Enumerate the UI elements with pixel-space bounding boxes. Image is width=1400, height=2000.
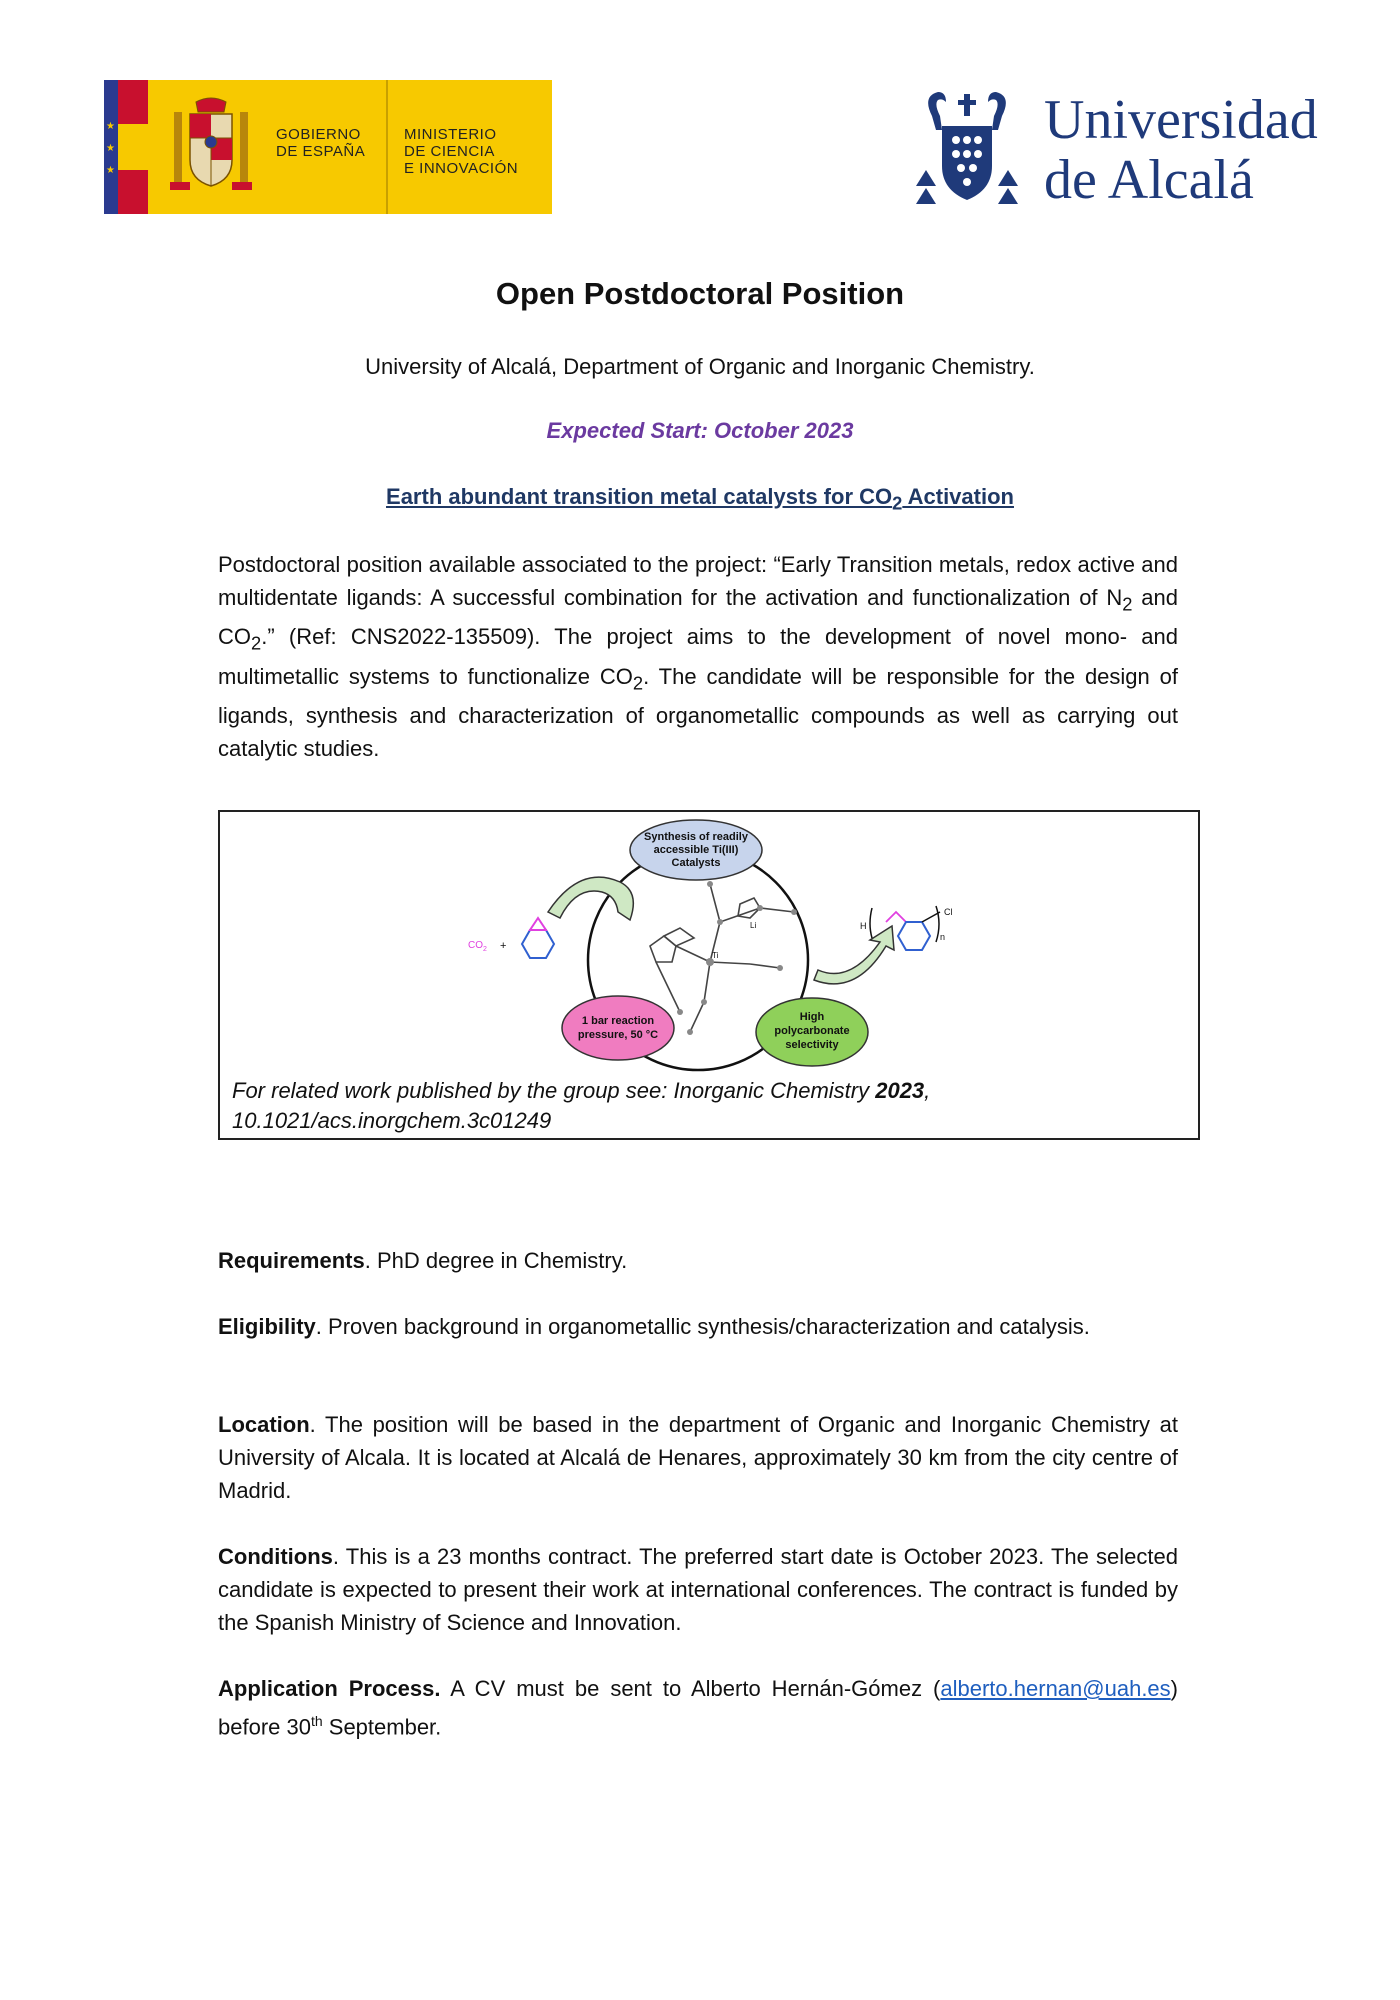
project-title: Earth abundant transition metal catalysts for $CO_2$ Activation: [386, 484, 1014, 514]
gobierno-text: GOBIERNO DE ESPAÑA: [276, 126, 366, 160]
location-paragraph: Location. The position will be based in the department of Organic and Inorganic Chemistry at University of Alcala. It is located at Alcalá de Henares, approximately 30 km from the city centre of Madrid.: [218, 1412, 1178, 1503]
uah-emblem-icon: [912, 86, 1022, 210]
uah-wordmark: Universidad de Alcalá: [1044, 89, 1318, 211]
figure-box: [218, 810, 1200, 1140]
epoxide-ring: [530, 918, 546, 930]
arrow-out-icon: [814, 926, 894, 984]
coat-of-arms-icon: [166, 94, 256, 200]
page-title: Open Postdoctoral Position: [495, 276, 905, 311]
svg-text:selectivity: selectivity: [785, 1039, 839, 1051]
reaction-scheme: [220, 812, 1198, 1082]
application-paragraph: Application Process. A CV must be sent to Alberto Hernán-Gómez (alberto.hernan@uah.es) before 30th September.: [218, 1676, 1178, 1740]
conditions-paragraph: Conditions. This is a 23 months contract. The preferred start date is October 2023. The selected candidate is expected to present their work at international conferences. The contract is funded by the Spanish Ministry of Science and Innovation.: [218, 1544, 1178, 1635]
product-cl-label: Cl: [944, 907, 953, 917]
department-line: University of Alcalá, Department of Organic and Inorganic Chemistry.: [365, 354, 1035, 379]
svg-text:pressure, 50 °C: pressure, 50 °C: [577, 1029, 659, 1041]
contact-email-link[interactable]: alberto.hernan@uah.es: [940, 1676, 1171, 1701]
product-h-label: H: [860, 921, 867, 931]
expected-start: Expected Start: October 2023: [546, 418, 854, 443]
eligibility-paragraph: Eligibility. Proven background in organometallic synthesis/characterization and catalysis.: [218, 1314, 1090, 1339]
intro-paragraph: Postdoctoral position available associated to the project: “Early Transition metals, redox active and multidentate ligands: A successful combination for the activation and functionalization of $N_2$ and $CO_2$.” (Ref: CNS2022-135509). The project aims to the development of novel mono- and multimetallic systems to functionalize $CO_2$. The candidate will be responsible for the design of ligands, synthesis and characterization of organometallic compounds as well as carrying out catalytic studies.: [218, 552, 1179, 762]
atom-li-label: Li: [750, 921, 757, 930]
atom-ti-label: Ti: [712, 951, 719, 960]
figure-caption: For related work published by the group see: Inorganic Chemistry 2023, 10.1021/acs.inorgchem.3c01249: [232, 1078, 931, 1133]
svg-text:accessible Ti(III): accessible Ti(III): [653, 844, 739, 856]
svg-text:1 bar reaction: 1 bar reaction: [581, 1015, 655, 1027]
product-ring: [898, 922, 930, 950]
cyclohexene-oxide-ring: [522, 930, 554, 958]
plus-sign: +: [500, 940, 507, 952]
product-n-label: n: [940, 932, 946, 942]
logo-divider: [386, 80, 388, 214]
universidad-alcala-logo: [912, 86, 1332, 216]
svg-text:polycarbonate: polycarbonate: [774, 1025, 850, 1037]
gobierno-espana-logo: [104, 80, 552, 214]
requirements-paragraph: Requirements. PhD degree in Chemistry.: [218, 1248, 628, 1273]
bubble-conditions: [562, 996, 674, 1060]
ministerio-text: MINISTERIO DE CIENCIA E INNOVACIÓN: [404, 126, 519, 177]
eu-spain-flag-strip: ★ ★ ★: [104, 80, 148, 214]
arrow-in-icon: [548, 877, 633, 920]
svg-text:High: High: [799, 1011, 825, 1023]
svg-text:Catalysts: Catalysts: [671, 857, 721, 869]
co2-label: $CO_2$: [468, 940, 487, 953]
svg-text:Synthesis of readily: Synthesis of readily: [644, 831, 748, 843]
